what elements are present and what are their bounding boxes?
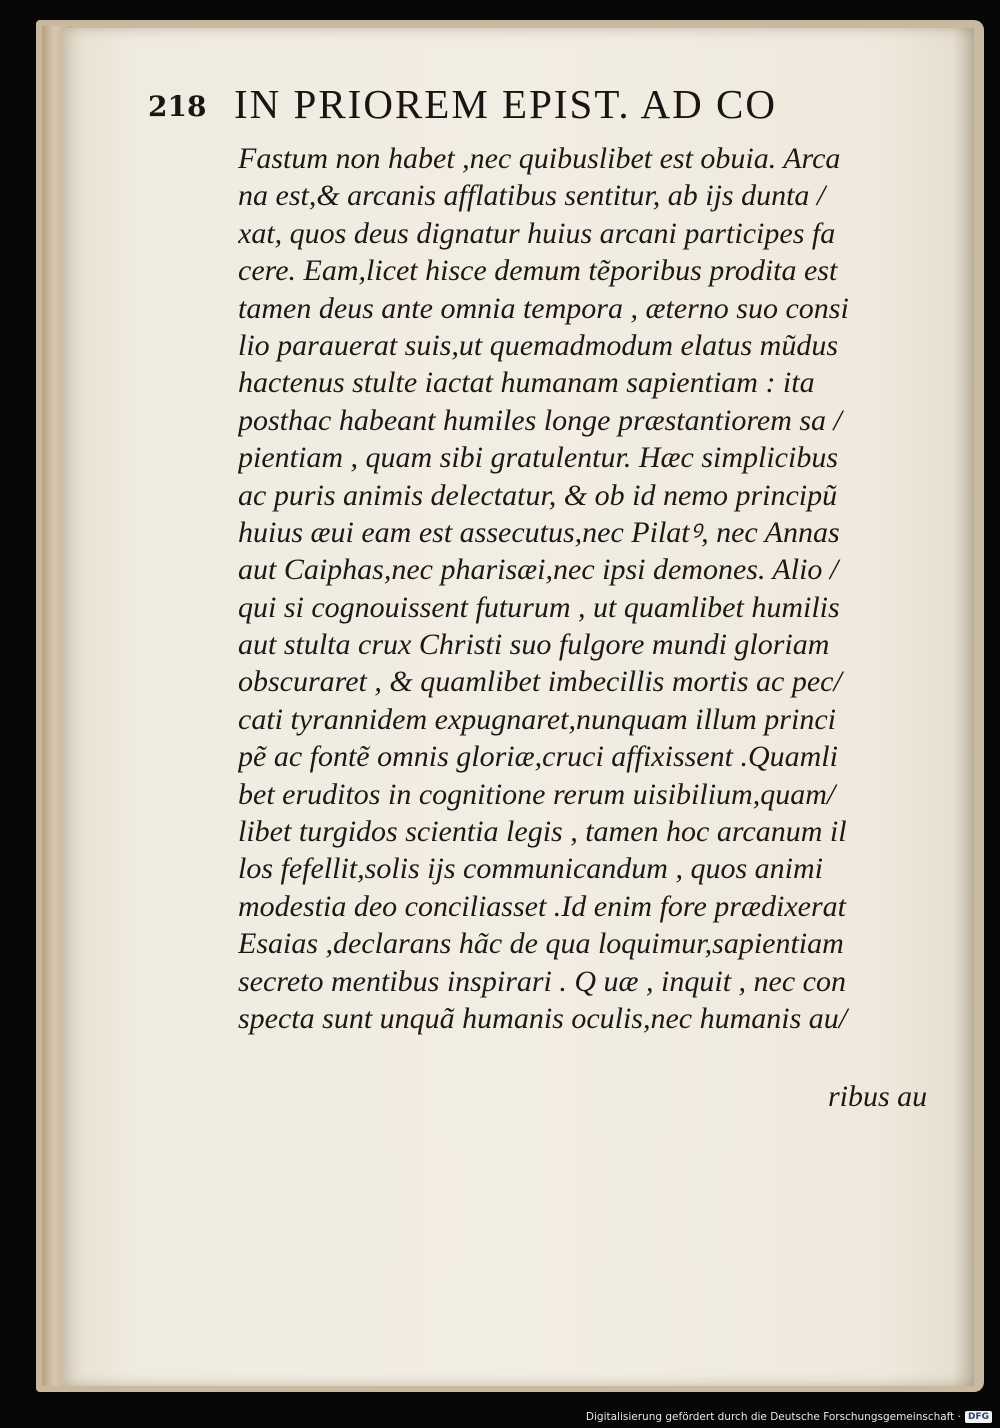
- text-line: Fastum non habet ,nec quibuslibet est obuia. Arca: [238, 142, 841, 175]
- text-line: pẽ ac fontẽ omnis gloriæ,cruci affixissent .Quamli: [238, 740, 838, 774]
- text-line: aut Caiphas,nec pharisæi,nec ipsi demones. Alio /: [238, 553, 839, 587]
- text-line: obscuraret , & quamlibet imbecillis mortis ac pec/: [238, 665, 842, 699]
- text-line: modestia deo conciliasset .Id enim fore prædixerat: [238, 889, 846, 923]
- text-line: ac puris animis delectatur, & ob id nemo principũ: [238, 478, 838, 512]
- text-line: posthac habeant humiles longe præstantiorem sa /: [238, 403, 842, 437]
- text-line: cati tyrannidem expugnaret,nunquam illum princi: [238, 702, 836, 736]
- text-line: cere. Eam,licet hisce demum tẽporibus prodita est: [238, 254, 838, 288]
- digitization-footer: [586, 1411, 992, 1423]
- text-line: specta sunt unquã humanis oculis,nec humanis au/: [238, 1001, 848, 1035]
- text-line: aut stulta crux Christi suo fulgore mundi gloriam: [238, 628, 830, 662]
- text-line: qui si cognouissent futurum , ut quamlibet humilis: [238, 590, 840, 624]
- text-line: los fefellit,solis ijs communicandum , quos animi: [238, 852, 823, 886]
- text-line: pientiam , quam sibi gratulentur. Hæc simplicibus: [238, 441, 838, 475]
- footer-credit: Digitalisierung gefördert durch die Deutsche Forschungsgemeinschaft ·: [585, 1411, 961, 1423]
- dfg-logo-icon: DFG: [965, 1411, 992, 1423]
- running-head: IN PRIOREM EPIST. AD CO: [234, 81, 777, 127]
- text-line: secreto mentibus inspirari . Q uæ , inquit , nec con: [238, 964, 846, 998]
- text-line: hactenus stulte iactat humanam sapientiam : ita: [238, 366, 815, 400]
- page-header: [148, 80, 888, 134]
- text-line: tamen deus ante omnia tempora , æterno suo consi: [238, 291, 849, 325]
- text-line: xat, quos deus dignatur huius arcani participes fa: [238, 216, 836, 250]
- spine-shadow: [952, 28, 974, 1386]
- text-line: lio parauerat suis,ut quemadmodum elatus mũdus: [238, 328, 838, 362]
- body-text: [238, 140, 928, 1037]
- text-line: na est,& arcanis afflatibus sentitur, ab ijs dunta /: [238, 179, 826, 213]
- text-line: libet turgidos scientia legis , tamen hoc arcanum il: [238, 815, 847, 849]
- catchword: ribus au: [828, 1080, 928, 1113]
- page-number: 218: [148, 90, 207, 123]
- text-line: huius æui eam est assecutus,nec Pilatꝰ, nec Annas: [238, 515, 840, 549]
- text-line: bet eruditos in cognitione rerum uisibilium,quam/: [238, 777, 836, 811]
- text-line: Esaias ,declarans hãc de qua loquimur,sapientiam: [238, 927, 844, 961]
